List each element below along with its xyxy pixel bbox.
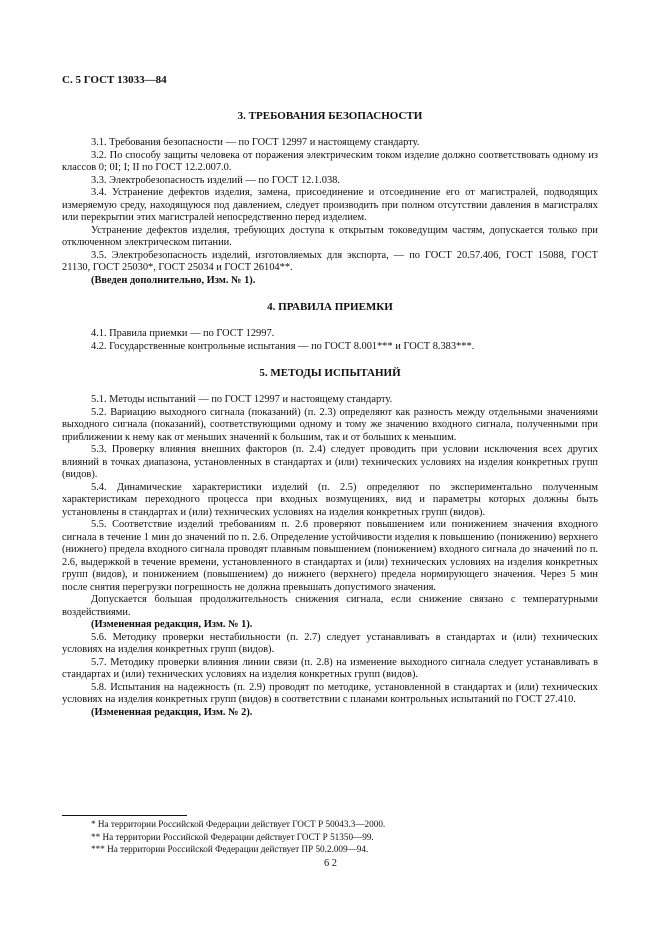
footnote-3: *** На территории Российской Федерации действует ПР 50.2.009—94.: [91, 844, 369, 854]
amendment-note-5b: (Измененная редакция, Изм. № 2).: [91, 706, 253, 718]
section-3-title: 3. ТРЕБОВАНИЯ БЕЗОПАСНОСТИ: [237, 110, 423, 122]
paragraph-5-5-cont: Допускается большая продолжительность снижения сигнала, если снижение связано с температурными воздействиями.: [62, 594, 598, 618]
paragraph-3-3: 3.3. Электробезопасность изделий — по ГОСТ 12.1.038.: [91, 174, 340, 186]
paragraph-5-7: 5.7. Методику проверки влияния линии связи (п. 2.8) на изменение выходного сигнала следует устанавливать в стандартах и (или) технических условиях на изделия конкретных групп (видов).: [62, 656, 598, 680]
footnote-2: ** На территории Российской Федерации действует ГОСТ Р 51350—99.: [91, 831, 374, 842]
paragraph-5-3: 5.3. Проверку влияния внешних факторов (п. 2.4) следует проводить при условии исключения всех других влияний в точках диапазона, установленных в стандартах и (или) технических условиях на изделия конкретных групп (видов).: [62, 444, 598, 480]
paragraph-5-5: 5.5. Соответствие изделий требованиям п. 2.6 проверяют повышением или понижением значения входного сигнала в течение 1 мин до значений по п. 2.6. Определение устойчивости изделия к повышению (понижению) верхнего (нижнего) предела входного сигнала проводят плавным повышением (понижением) входного сигнала до значений по п. 2.6, выдержкой в течение времени, установленного в стандартах и (или) технических условиях на изделия конкретных групп (видов), и понижением (повышением) до нижнего (верхнего) предела нормирующего значения. Через 5 мин после снятия перегрузки погрешность не должна превышать допустимого значения.: [62, 519, 598, 593]
paragraph-3-1: 3.1. Требования безопасности — по ГОСТ 12997 и настоящему стандарту.: [91, 137, 420, 148]
paragraph-3-5: 3.5. Электробезопасность изделий, изготовляемых для экспорта, — по ГОСТ 20.57.406, ГОСТ 15088, ГОСТ 21130, ГОСТ 25030*, ГОСТ 25034 и ГОСТ 26104**.: [62, 249, 598, 273]
paragraph-5-6: 5.6. Методику проверки нестабильности (п. 2.7) следует устанавливать в стандартах и (или) технических условиях на изделия конкретных групп (видов).: [62, 631, 598, 655]
paragraph-3-4-cont: Устранение дефектов изделия, требующих доступа к открытым токоведущим частям, допускается только при отключенном электрическом питании.: [62, 224, 598, 248]
section-5-title: 5. МЕТОДЫ ИСПЫТАНИЙ: [259, 367, 401, 379]
amendment-note-5a: (Измененная редакция, Изм. № 1).: [91, 619, 253, 630]
footnotes: [62, 818, 598, 856]
paragraph-5-8: 5.8. Испытания на надежность (п. 2.9) проводят по методике, установленной в стандартах и (или) технических условиях на изделия конкретных групп (видов) в соответствии с планами контрольных испытаний по ГОСТ 27.410.: [62, 681, 598, 705]
page-header: С. 5 ГОСТ 13033—84: [62, 74, 167, 86]
page-number: 6 2: [324, 858, 337, 869]
paragraph-5-1: 5.1. Методы испытаний — по ГОСТ 12997 и настоящему стандарту.: [91, 394, 393, 405]
document-body: [62, 74, 598, 719]
amendment-note-3: (Введен дополнительно, Изм. № 1).: [91, 274, 256, 286]
paragraph-5-4: 5.4. Динамические характеристики изделий (п. 2.5) определяют по экспериментально полученным характеристикам переходного процесса при входных возмущениях, вид и параметры которых должны быть установлены в стандартах и (или) технических условиях на изделия конкретных групп (видов).: [62, 481, 598, 518]
paragraph-4-2: 4.2. Государственные контрольные испытания — по ГОСТ 8.001*** и ГОСТ 8.383***.: [91, 340, 475, 352]
paragraph-4-1: 4.1. Правила приемки — по ГОСТ 12997.: [91, 328, 275, 339]
paragraph-3-4: 3.4. Устранение дефектов изделия, замена, присоединение и отсоединение его от магистралей, подводящих измеряемую среду, находящуюся под давлением, следует производить при полном отсутствии давления в магистралях или перекрытии этих магистралей непосредственно перед изделием.: [62, 187, 598, 223]
paragraph-5-2: 5.2. Вариацию выходного сигнала (показаний) (п. 2.3) определяют как разность между отдельными значениями выходного сигнала (показаний), соответствующими одному и тому же значению входного сигнала, полученными при приближении к нему как от меньших значений к большим, так и от больших к меньшим.: [62, 406, 598, 443]
section-4-title: 4. ПРАВИЛА ПРИЕМКИ: [267, 301, 393, 313]
footnote-1: * На территории Российской Федерации действует ГОСТ Р 50043.3—2000.: [91, 819, 386, 829]
footnote-divider: [62, 815, 187, 816]
paragraph-3-2: 3.2. По способу защиты человека от поражения электрическим током изделие должно соответствовать одному из классов 0; 0I; I; II по ГОСТ 12.2.007.0.: [62, 149, 598, 173]
